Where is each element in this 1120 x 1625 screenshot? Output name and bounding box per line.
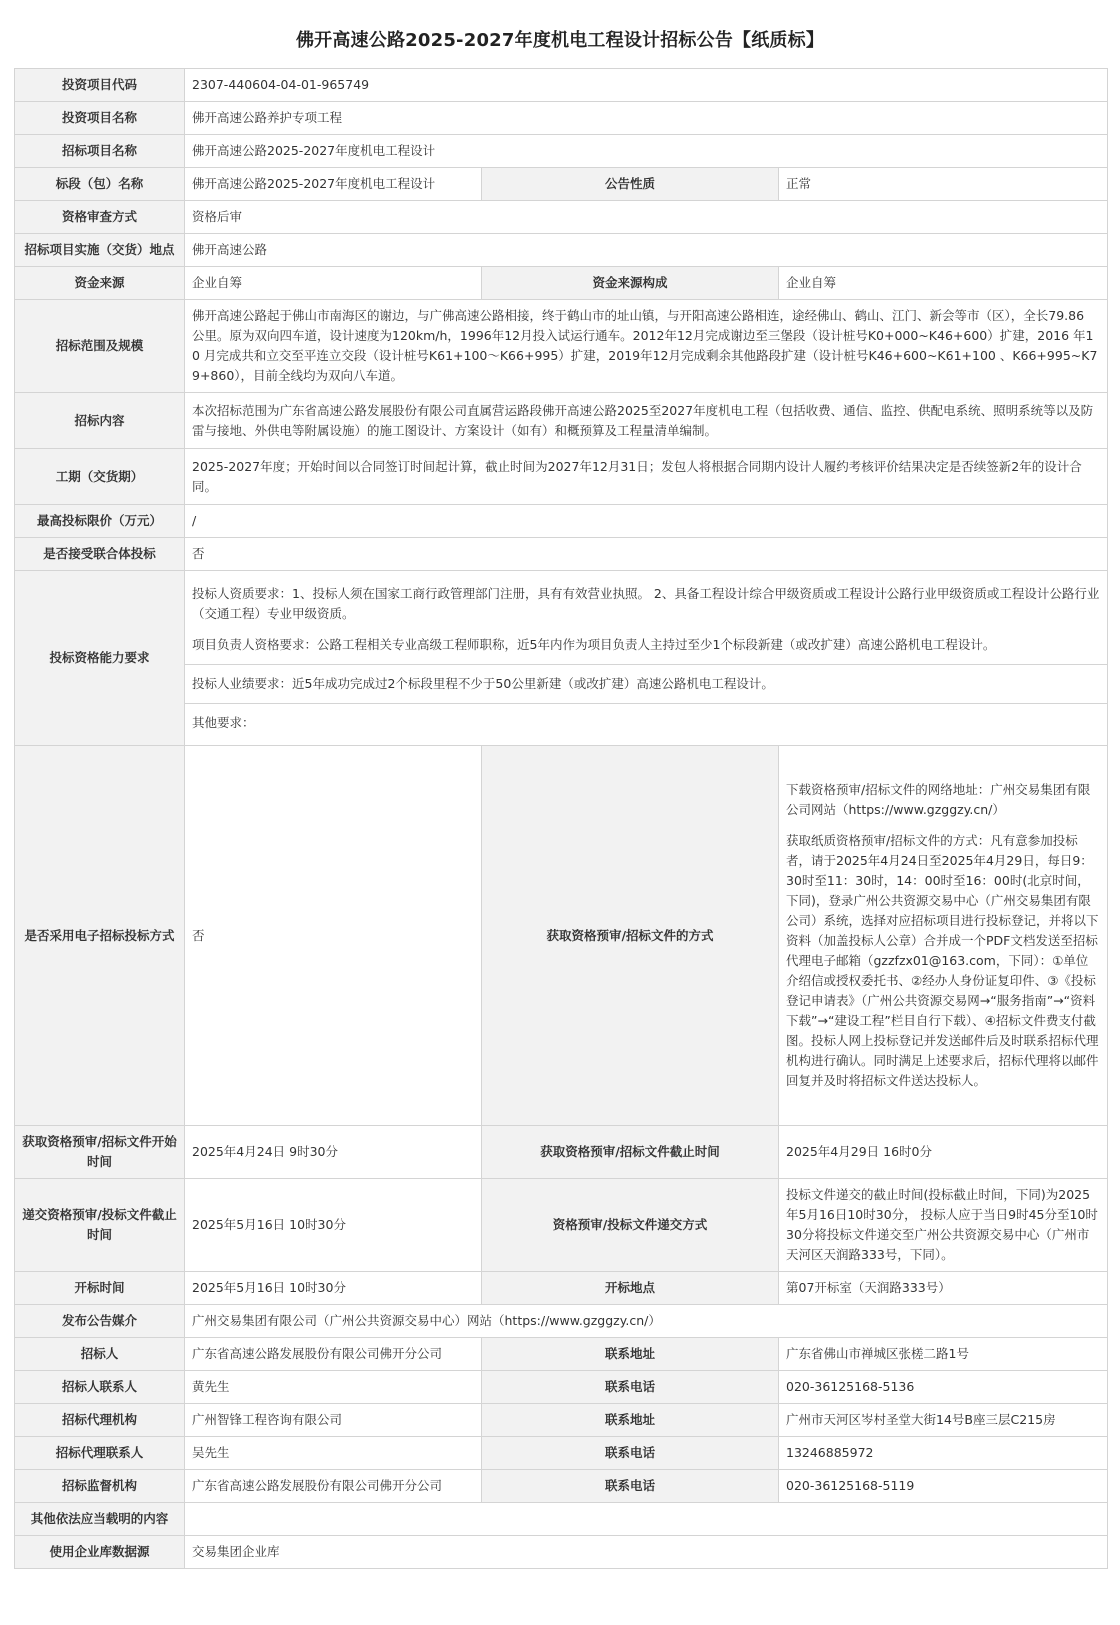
- label-project-name: 投资项目名称: [15, 102, 185, 135]
- row-other-content: [15, 1503, 1108, 1536]
- row-section-name: [15, 168, 1108, 201]
- label-review-method: 资格审查方式: [15, 201, 185, 234]
- value-obtain-end: 2025年4月29日 16时0分: [779, 1126, 1108, 1179]
- row-joint-bid: [15, 538, 1108, 571]
- obtain-paper: 获取纸质资格预审/招标文件的方式：凡有意参加投标者，请于2025年4月24日至2025年4月29日，每日9：30时至11：30时，14：00时至16：00时(北京时间，下同)，登录广州公共资源交易中心（广州交易集团有限公司）系统，选择对应招标项目进行投标登记，并将以下资料（加盖投标人公章）合并成一个PDF文档发送至招标代理电子邮箱（gzzfzx01@163.com，下同）：①单位介绍信或授权委托书、②经办人身份证复印件、③《投标登记申请表》（广州公共资源交易网→“服务指南”→“资料下载”→“建设工程”栏目自行下载）、④招标文件费支付截图。投标人网上投标登记并发送邮件后及时联系招标代理机构进行确认。同时满足上述要求后，招标代理将以邮件回复并及时将招标文件送达投标人。: [786, 833, 1099, 1088]
- label-supervisor: 招标监督机构: [15, 1470, 185, 1503]
- value-max-price: /: [185, 505, 1108, 538]
- label-media: 发布公告媒介: [15, 1305, 185, 1338]
- row-scope: [15, 300, 1108, 393]
- value-content: 本次招标范围为广东省高速公路发展股份有限公司直属营运路段佛开高速公路2025至2027年度机电工程（包括收费、通信、监控、供配电系统、照明系统等以及防雷与接地、外供电等附属设施）的施工图设计、方案设计（如有）和概预算及工程量清单编制。: [185, 393, 1108, 449]
- value-notice-nature: 正常: [779, 168, 1108, 201]
- value-section-name: 佛开高速公路2025-2027年度机电工程设计: [185, 168, 482, 201]
- label-tenderer: 招标人: [15, 1338, 185, 1371]
- value-period: 2025-2027年度；开始时间以合同签订时间起计算，截止时间为2027年12月31日；发包人将根据合同期内设计人履约考核评价结果决定是否续签新2年的设计合同。: [185, 449, 1108, 505]
- label-qualification: 投标资格能力要求: [15, 571, 185, 746]
- value-supervisor: 广东省高速公路发展股份有限公司佛开分公司: [185, 1470, 482, 1503]
- value-submit-method: 投标文件递交的截止时间(投标截止时间，下同)为2025年5月16日10时30分， 投标人应于当日9时45分至10时30分将投标文件递交至广州公共资源交易中心（广州市天河区天润路333号，下同）。: [779, 1179, 1108, 1272]
- label-database: 使用企业库数据源: [15, 1536, 185, 1569]
- value-database: 交易集团企业库: [185, 1536, 1108, 1569]
- tender-info-table: [14, 68, 1108, 1569]
- row-database: [15, 1536, 1108, 1569]
- qualification-leader: 项目负责人资格要求：公路工程相关专业高级工程师职称，近5年内作为项目负责人主持过至少1个标段新建（或改扩建）高速公路机电工程设计。: [192, 636, 996, 652]
- row-media: [15, 1305, 1108, 1338]
- row-project-name: [15, 102, 1108, 135]
- row-obtain-time: [15, 1126, 1108, 1179]
- row-agency: [15, 1404, 1108, 1437]
- value-media: 广州交易集团有限公司（广州公共资源交易中心）网站（https://www.gzggzy.cn/）: [185, 1305, 1108, 1338]
- row-opening: [15, 1272, 1108, 1305]
- value-other-content: [185, 1503, 1108, 1536]
- qualification-bidder: 投标人资质要求：1、投标人须在国家工商行政管理部门注册，具有有效营业执照。 2、具备工程设计综合甲级资质或工程设计公路行业甲级资质或工程设计公路行业（交通工程）专业甲级资质。: [192, 585, 1100, 621]
- row-electronic: [15, 746, 1108, 1126]
- value-tenderer-address: 广东省佛山市禅城区张槎二路1号: [779, 1338, 1108, 1371]
- row-period: [15, 449, 1108, 505]
- label-location: 招标项目实施（交货）地点: [15, 234, 185, 267]
- value-opening-place: 第07开标室（天润路333号）: [779, 1272, 1108, 1305]
- qualification-divider-2: [185, 703, 1107, 704]
- label-agency-phone: 联系电话: [482, 1437, 779, 1470]
- label-supervisor-phone: 联系电话: [482, 1470, 779, 1503]
- value-submit-deadline: 2025年5月16日 10时30分: [185, 1179, 482, 1272]
- label-submit-deadline: 递交资格预审/投标文件截止时间: [15, 1179, 185, 1272]
- value-supervisor-phone: 020-36125168-5119: [779, 1470, 1108, 1503]
- row-submit-time: [15, 1179, 1108, 1272]
- value-agency-address: 广州市天河区岑村圣堂大街14号B座三层C215房: [779, 1404, 1108, 1437]
- page-title: 佛开高速公路2025-2027年度机电工程设计招标公告【纸质标】: [295, 30, 825, 51]
- value-joint-bid: 否: [185, 538, 1108, 571]
- row-review-method: [15, 201, 1108, 234]
- label-obtain-method: 获取资格预审/招标文件的方式: [482, 746, 779, 1126]
- value-agency-phone: 13246885972: [779, 1437, 1108, 1470]
- label-agency-contact: 招标代理联系人: [15, 1437, 185, 1470]
- row-project-code: [15, 69, 1108, 102]
- label-tenderer-contact: 招标人联系人: [15, 1371, 185, 1404]
- row-supervisor: [15, 1470, 1108, 1503]
- label-period: 工期（交货期）: [15, 449, 185, 505]
- label-fund-composition: 资金来源构成: [482, 267, 779, 300]
- label-section-name: 标段（包）名称: [15, 168, 185, 201]
- label-notice-nature: 公告性质: [482, 168, 779, 201]
- label-submit-method: 资格预审/投标文件递交方式: [482, 1179, 779, 1272]
- value-tenderer-contact: 黄先生: [185, 1371, 482, 1404]
- value-qualification: [185, 571, 1108, 746]
- qualification-other: 其他要求：: [192, 714, 255, 730]
- value-obtain-method: [779, 746, 1108, 1126]
- row-tenderer: [15, 1338, 1108, 1371]
- value-review-method: 资格后审: [185, 201, 1108, 234]
- qualification-performance: 投标人业绩要求：近5年成功完成过2个标段里程不少于50公里新建（或改扩建）高速公路机电工程设计。: [192, 675, 774, 691]
- value-agency-contact: 吴先生: [185, 1437, 482, 1470]
- label-scope: 招标范围及规模: [15, 300, 185, 393]
- label-fund-source: 资金来源: [15, 267, 185, 300]
- value-scope: 佛开高速公路起于佛山市南海区的谢边，与广佛高速公路相接，终于鹤山市的址山镇，与开阳高速公路相连，途经佛山、鹤山、江门、新会等市（区），全长79.86 公里。原为双向四车道，设计速度为120km/h，1996年12月投入试运行通车。2012年12月完成谢边至三堡段（设计桩号K0+000~K46+600）扩建，2016 年10 月完成共和立交至平连立交段（设计桩号K61+100～K66+995）扩建，2019年12月完成剩余其他路段扩建（设计桩号K46+600~K61+100 、K66+995~K79+860），目前全线均为双向八车道。: [185, 300, 1108, 393]
- label-opening-place: 开标地点: [482, 1272, 779, 1305]
- value-tenderer: 广东省高速公路发展股份有限公司佛开分公司: [185, 1338, 482, 1371]
- row-max-price: [15, 505, 1108, 538]
- label-tender-project-name: 招标项目名称: [15, 135, 185, 168]
- label-obtain-end: 获取资格预审/招标文件截止时间: [482, 1126, 779, 1179]
- row-tenderer-contact: [15, 1371, 1108, 1404]
- value-opening-time: 2025年5月16日 10时30分: [185, 1272, 482, 1305]
- row-agency-contact: [15, 1437, 1108, 1470]
- label-obtain-start: 获取资格预审/招标文件开始时间: [15, 1126, 185, 1179]
- row-location: [15, 234, 1108, 267]
- value-tender-project-name: 佛开高速公路2025-2027年度机电工程设计: [185, 135, 1108, 168]
- label-project-code: 投资项目代码: [15, 69, 185, 102]
- row-qualification: [15, 571, 1108, 746]
- label-tenderer-address: 联系地址: [482, 1338, 779, 1371]
- row-content: [15, 393, 1108, 449]
- obtain-download: 下载资格预审/招标文件的网络地址：广州交易集团有限公司网站（https://www.gzggzy.cn/）: [786, 782, 1091, 817]
- value-agency: 广州智锋工程咨询有限公司: [185, 1404, 482, 1437]
- label-joint-bid: 是否接受联合体投标: [15, 538, 185, 571]
- label-tenderer-phone: 联系电话: [482, 1371, 779, 1404]
- value-fund-source: 企业自筹: [185, 267, 482, 300]
- value-location: 佛开高速公路: [185, 234, 1108, 267]
- label-content: 招标内容: [15, 393, 185, 449]
- value-project-name: 佛开高速公路养护专项工程: [185, 102, 1108, 135]
- value-project-code: 2307-440604-04-01-965749: [185, 69, 1108, 102]
- row-fund-source: [15, 267, 1108, 300]
- value-electronic: 否: [185, 746, 482, 1126]
- label-agency-address: 联系地址: [482, 1404, 779, 1437]
- value-fund-composition: 企业自筹: [779, 267, 1108, 300]
- value-tenderer-phone: 020-36125168-5136: [779, 1371, 1108, 1404]
- label-agency: 招标代理机构: [15, 1404, 185, 1437]
- row-tender-project-name: [15, 135, 1108, 168]
- label-electronic: 是否采用电子招标投标方式: [15, 746, 185, 1126]
- label-max-price: 最高投标限价（万元）: [15, 505, 185, 538]
- value-obtain-start: 2025年4月24日 9时30分: [185, 1126, 482, 1179]
- label-other-content: 其他依法应当载明的内容: [15, 1503, 185, 1536]
- qualification-divider: [185, 664, 1107, 665]
- label-opening-time: 开标时间: [15, 1272, 185, 1305]
